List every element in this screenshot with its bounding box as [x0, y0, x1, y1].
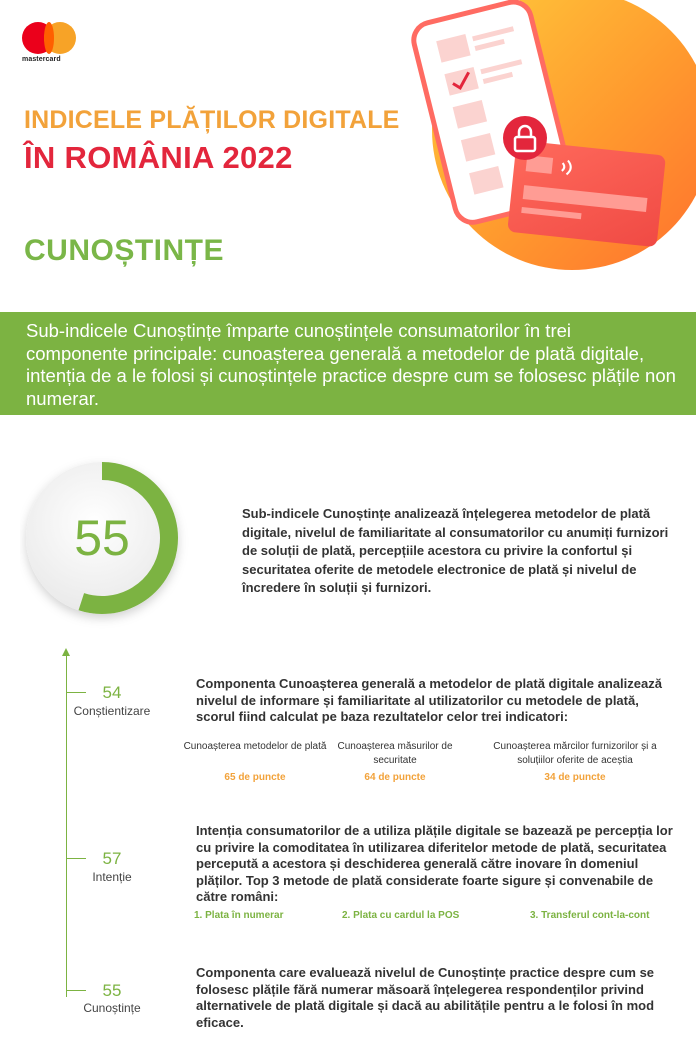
- component-score: 57: [102, 849, 122, 868]
- phone-card-illustration: [400, 0, 696, 290]
- component-score: 55: [102, 981, 122, 1000]
- component-label: Cunoștințe: [83, 1001, 141, 1015]
- component-label: Intenție: [92, 870, 132, 884]
- top-method: 1. Plata în numerar: [194, 910, 284, 921]
- component-text: Intenția consumatorilor de a utiliza plățile digitale se bazează pe percepția lor cu privire la comoditatea în utilizarea diferitelor metode de plată, securitatea percepută a acestora și deschiderea generală către inovare în domeniul plăților. Top 3 metode de plată considerate foarte sigure și convenabile de către români:: [196, 823, 673, 904]
- lock-badge: [503, 116, 547, 160]
- title-line-1: INDICELE PLĂȚILOR DIGITALE: [24, 106, 400, 134]
- indicator-label: Cunoașterea măsurilor de securitate: [337, 741, 453, 766]
- indicator-value: 34 de puncte: [544, 772, 606, 783]
- component-label: Conștientizare: [73, 704, 151, 718]
- indicator-label: Cunoașterea mărcilor furnizorilor și a soluțiilor oferite de aceștia: [493, 741, 657, 766]
- top-method: 2. Plata cu cardul la POS: [342, 910, 460, 921]
- top-method: 3. Transferul cont-la-cont: [530, 910, 650, 921]
- logo-overlap: [44, 22, 54, 54]
- indicator-value: 65 de puncte: [224, 772, 286, 783]
- indicator-label: Cunoașterea metodelor de plată: [183, 741, 327, 752]
- component-text: Componenta care evaluează nivelul de Cunoștințe practice despre cum se folosesc plățile fără numerar măsoară înțelegerea respondenților privind alternativele de plată digitale și dacă au abilitățile pentru a le folosi în mod eficace.: [196, 965, 655, 1030]
- intro-paragraph: Sub-indicele Cunoștințe analizează înțelegerea metodelor de plată digitale, nivelul de familiaritate al consumatorilor cu anumiți furnizori de soluții de plată, percepțiile acestora cu privire la confortul și securitatea oferite de metodele electronice de plată și nivelul de încredere în soluții și furnizori.: [242, 506, 669, 595]
- mastercard-logo: [22, 22, 82, 66]
- score-value: 55: [74, 510, 130, 566]
- band-text: Sub-indicele Cunoștințe împarte cunoștințele consumatorilor în trei componente principale: cunoașterea generală a metodelor de plată digitale, intenția de a le folosi și cunoștințele practice despre cum se folosesc plățile non numerar.: [26, 320, 676, 409]
- indicator-value: 64 de puncte: [364, 772, 426, 783]
- component-text: Componenta Cunoașterea generală a metodelor de plată digitale analizează nivelul de informare și familiaritate al utilizatorilor cu metodele de plată, scorul fiind calculat pe baza rezultatelor celor trei indicatori:: [196, 676, 662, 724]
- section-title: CUNOȘTINȚE: [24, 234, 224, 267]
- component-score: 54: [102, 683, 122, 702]
- intro-band: [0, 312, 696, 415]
- title-line-2: ÎN ROMÂNIA 2022: [24, 140, 293, 175]
- logo-wordmark: mastercard: [22, 56, 61, 63]
